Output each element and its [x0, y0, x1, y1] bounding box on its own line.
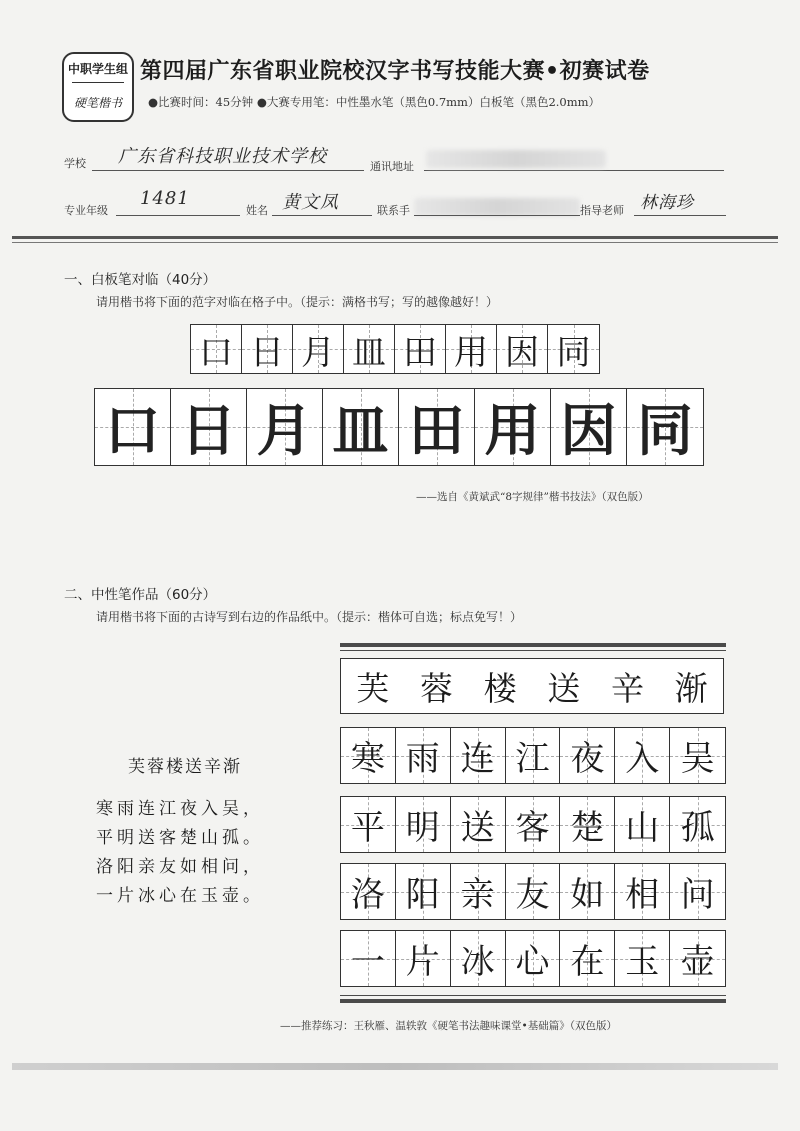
work-paper-bottom-line [340, 995, 726, 996]
major-label: 专业年级 [64, 204, 108, 217]
teacher-label: 指导老师 [580, 204, 624, 217]
work-paper-bottom-bar [340, 999, 726, 1003]
work-cell[interactable]: 如 [560, 864, 615, 919]
work-title-char: 芙 [356, 668, 390, 708]
work-row [340, 796, 726, 853]
model-cell[interactable]: 同 [548, 325, 599, 373]
model-cell[interactable]: 因 [497, 325, 548, 373]
poem-line: 平明送客楚山孤。 [96, 828, 264, 848]
work-cell[interactable]: 寒 [341, 728, 396, 783]
model-char-large: 田 [399, 389, 475, 465]
model-char-large: 月 [247, 389, 323, 465]
work-paper-top-bar [340, 643, 726, 647]
work-row [340, 930, 726, 987]
phone-underline [414, 215, 580, 216]
work-cell[interactable]: 在 [560, 931, 615, 986]
work-row [340, 727, 726, 784]
header-divider-thin [12, 242, 778, 243]
competition-rules: ●比赛时间：45分钟 ●大赛专用笔：中性墨水笔（黑色0.7mm）白板笔（黑色2.0mm） [148, 95, 601, 109]
work-cell[interactable]: 心 [506, 931, 561, 986]
work-cell[interactable]: 孤 [670, 797, 725, 852]
badge-divider [72, 82, 124, 83]
footer-bar [12, 1063, 778, 1070]
model-cell[interactable]: 田 [395, 325, 446, 373]
header-divider [12, 236, 778, 239]
model-char-large: 日 [171, 389, 247, 465]
work-title-char: 送 [547, 668, 581, 708]
teacher-underline [634, 215, 726, 216]
page-title: 第四届广东省职业院校汉字书写技能大赛•初赛试卷 [140, 59, 650, 84]
phone-redacted [414, 198, 580, 216]
work-cell[interactable]: 入 [615, 728, 670, 783]
model-cell[interactable]: 皿 [344, 325, 395, 373]
phone-label: 联系手 [377, 204, 410, 217]
address-underline [424, 170, 724, 171]
work-cell[interactable]: 雨 [396, 728, 451, 783]
model-cell[interactable]: 用 [446, 325, 497, 373]
work-title-box[interactable] [340, 658, 724, 714]
model-char-large: 皿 [323, 389, 399, 465]
major-field[interactable]: 1481 [140, 188, 190, 209]
section2-instruction: 请用楷书将下面的古诗写到右边的作品纸中。（提示：楷体可自选；标点免写！） [96, 610, 523, 624]
name-field[interactable]: 黄文凤 [282, 192, 339, 213]
work-cell[interactable]: 壶 [670, 931, 725, 986]
work-cell[interactable]: 客 [506, 797, 561, 852]
work-cell[interactable]: 亲 [451, 864, 506, 919]
work-cell[interactable]: 相 [615, 864, 670, 919]
model-char-large: 同 [627, 389, 703, 465]
category-badge [62, 52, 134, 122]
work-paper-top-line [340, 650, 726, 651]
work-row [340, 863, 726, 920]
model-char-large: 因 [551, 389, 627, 465]
model-cell[interactable]: 日 [242, 325, 293, 373]
work-cell[interactable]: 连 [451, 728, 506, 783]
work-cell[interactable]: 楚 [560, 797, 615, 852]
work-cell[interactable]: 玉 [615, 931, 670, 986]
work-cell[interactable]: 夜 [560, 728, 615, 783]
address-redacted [426, 150, 606, 168]
poem-line: 洛阳亲友如相问， [96, 857, 264, 877]
school-label: 学校 [64, 157, 86, 170]
model-char-row-small [190, 324, 600, 374]
work-title-char: 辛 [610, 668, 644, 708]
model-char-large: 用 [475, 389, 551, 465]
teacher-field[interactable]: 林海珍 [640, 193, 694, 213]
section1-heading: 一、白板笔对临（40分） [64, 272, 217, 288]
model-cell[interactable]: 口 [191, 325, 242, 373]
address-label: 通讯地址 [370, 160, 414, 173]
section2-heading: 二、中性笔作品（60分） [64, 587, 217, 603]
badge-group: 中职学生组 [67, 62, 128, 76]
school-underline [92, 170, 364, 171]
work-cell[interactable]: 问 [670, 864, 725, 919]
poem-line: 寒雨连江夜入吴， [96, 799, 264, 819]
work-title-char: 楼 [483, 668, 517, 708]
work-cell[interactable]: 片 [396, 931, 451, 986]
school-field[interactable]: 广东省科技职业技术学校 [118, 146, 327, 167]
section1-instruction: 请用楷书将下面的范字对临在格子中。（提示：满格书写；写的越像越好！） [96, 295, 499, 309]
major-underline [116, 215, 240, 216]
work-cell[interactable]: 山 [615, 797, 670, 852]
work-cell[interactable]: 洛 [341, 864, 396, 919]
section1-credit: ——选自《黄斌武“8字规律”楷书技法》（双色版） [416, 491, 649, 503]
work-title-char: 蓉 [419, 668, 453, 708]
work-cell[interactable]: 吴 [670, 728, 725, 783]
work-cell[interactable]: 江 [506, 728, 561, 783]
work-cell[interactable]: 明 [396, 797, 451, 852]
poem-line: 一片冰心在玉壶。 [96, 886, 264, 906]
poem-title: 芙蓉楼送辛渐 [128, 757, 242, 777]
work-cell[interactable]: 冰 [451, 931, 506, 986]
model-cell[interactable]: 月 [293, 325, 344, 373]
work-cell[interactable]: 阳 [396, 864, 451, 919]
model-char-large: 口 [95, 389, 171, 465]
section2-credit: ——推荐练习：王秋雁、温轶敦《硬笔书法趣味课堂•基础篇》（双色版） [280, 1020, 617, 1032]
work-cell[interactable]: 友 [506, 864, 561, 919]
work-title-char: 渐 [674, 668, 708, 708]
work-cell[interactable]: 平 [341, 797, 396, 852]
name-underline [272, 215, 372, 216]
badge-style: 硬笔楷书 [73, 96, 122, 110]
work-cell[interactable]: 一 [341, 931, 396, 986]
model-char-row-large [94, 388, 704, 466]
work-cell[interactable]: 送 [451, 797, 506, 852]
name-label: 姓名 [246, 204, 268, 217]
